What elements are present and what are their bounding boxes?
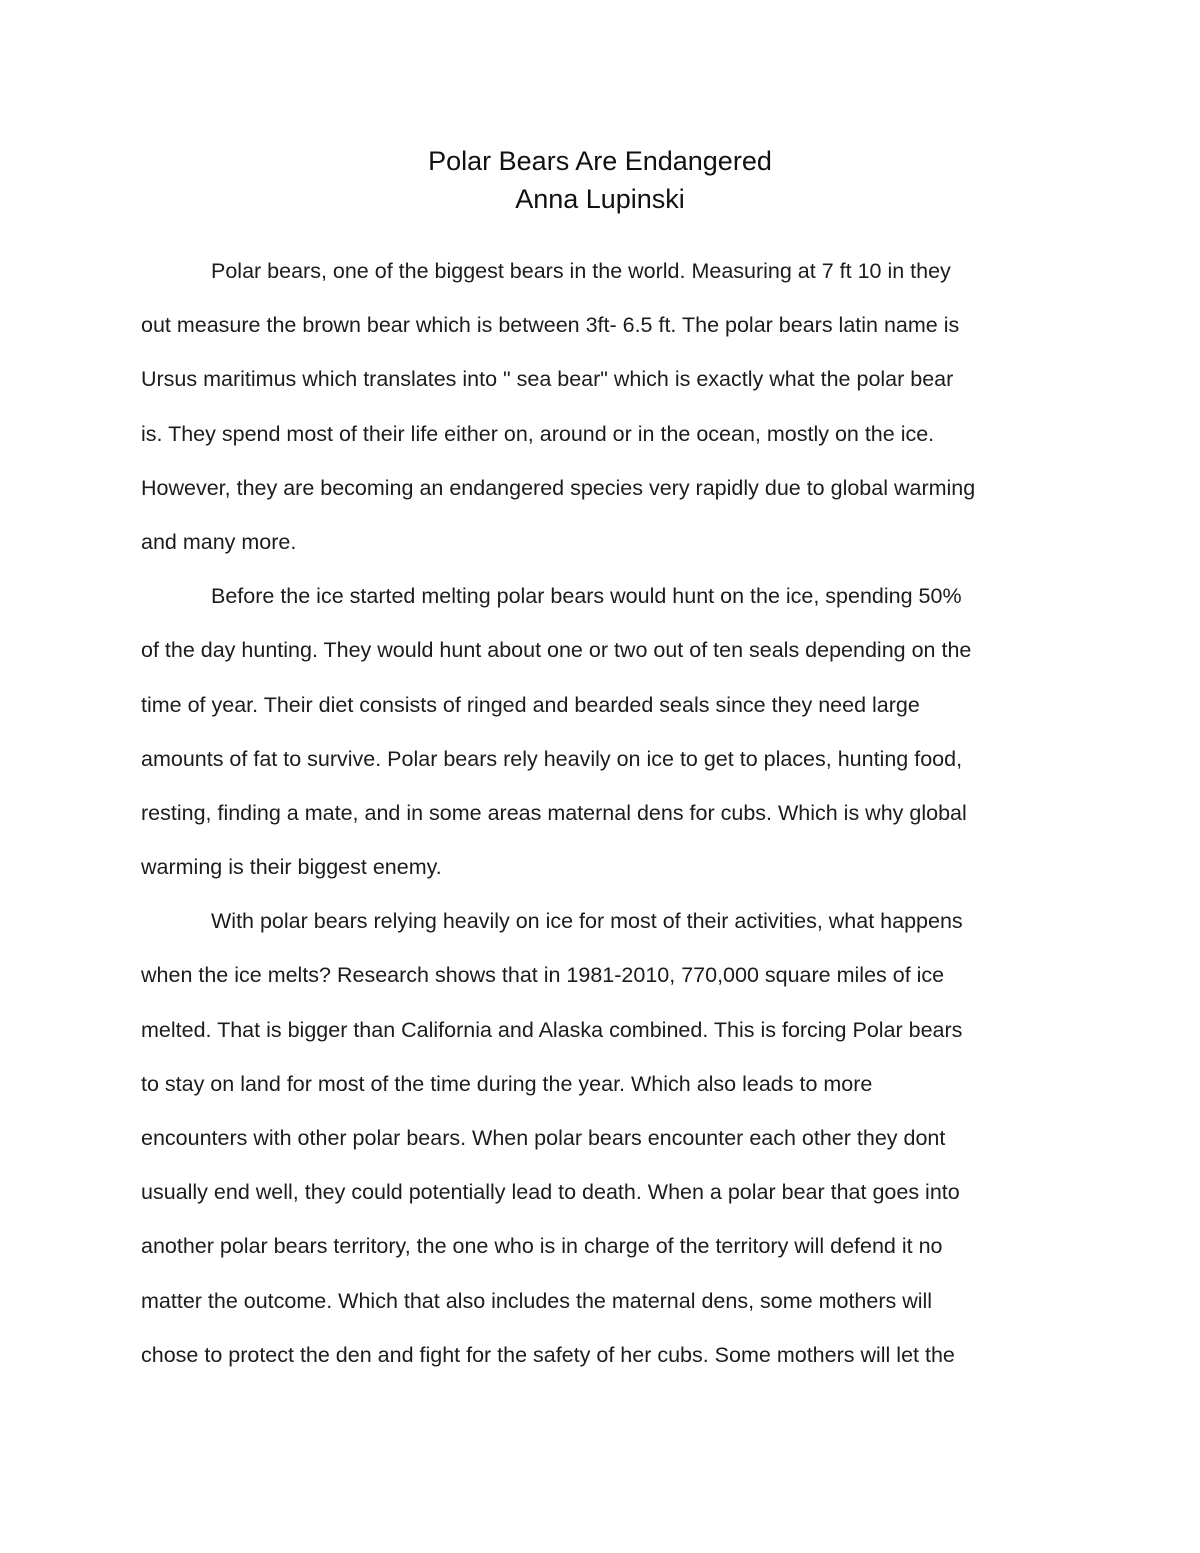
text-line: when the ice melts? Research shows that in 1981-2010, 770,000 square miles of ice [141, 963, 945, 988]
title-block [0, 142, 1200, 218]
text-line: Polar bears, one of the biggest bears in the world. Measuring at 7 ft 10 in they [211, 259, 951, 283]
essay-body [141, 244, 1066, 1382]
text-line: melted. That is bigger than California and Alaska combined. This is forcing Polar bears [141, 1017, 963, 1042]
text-line: amounts of fat to survive. Polar bears rely heavily on ice to get to places, hunting food, [141, 746, 963, 771]
text-line: another polar bears territory, the one who is in charge of the territory will defend it no [141, 1234, 943, 1259]
text-line: usually end well, they could potentially lead to death. When a polar bear that goes into [141, 1180, 960, 1205]
text-line: of the day hunting. They would hunt about one or two out of ten seals depending on the [141, 638, 972, 663]
text-line: is. They spend most of their life either on, around or in the ocean, mostly on the ice. [141, 421, 935, 446]
text-line: encounters with other polar bears. When polar bears encounter each other they dont [141, 1126, 946, 1150]
text-line: time of year. Their diet consists of ringed and bearded seals since they need large [141, 692, 920, 717]
text-line: With polar bears relying heavily on ice for most of their activities, what happens [211, 909, 963, 934]
text-line: warming is their biggest enemy. [141, 855, 442, 880]
text-line: out measure the brown bear which is between 3ft- 6.5 ft. The polar bears latin name is [141, 313, 960, 338]
document-author: Anna Lupinski [515, 184, 685, 214]
document-title: Polar Bears Are Endangered [428, 146, 772, 176]
text-line: resting, finding a mate, and in some areas maternal dens for cubs. Which is why global [141, 800, 967, 825]
text-line: matter the outcome. Which that also includes the maternal dens, some mothers will [141, 1288, 933, 1313]
text-line: Ursus maritimus which translates into " sea bear" which is exactly what the polar bear [141, 367, 954, 392]
text-line: chose to protect the den and fight for the safety of her cubs. Some mothers will let the [141, 1342, 955, 1367]
text-line: Before the ice started melting polar bears would hunt on the ice, spending 50% [211, 584, 962, 609]
text-line: However, they are becoming an endangered species very rapidly due to global warming [141, 475, 976, 500]
text-line: to stay on land for most of the time during the year. Which also leads to more [141, 1071, 873, 1096]
text-line: and many more. [141, 529, 297, 554]
